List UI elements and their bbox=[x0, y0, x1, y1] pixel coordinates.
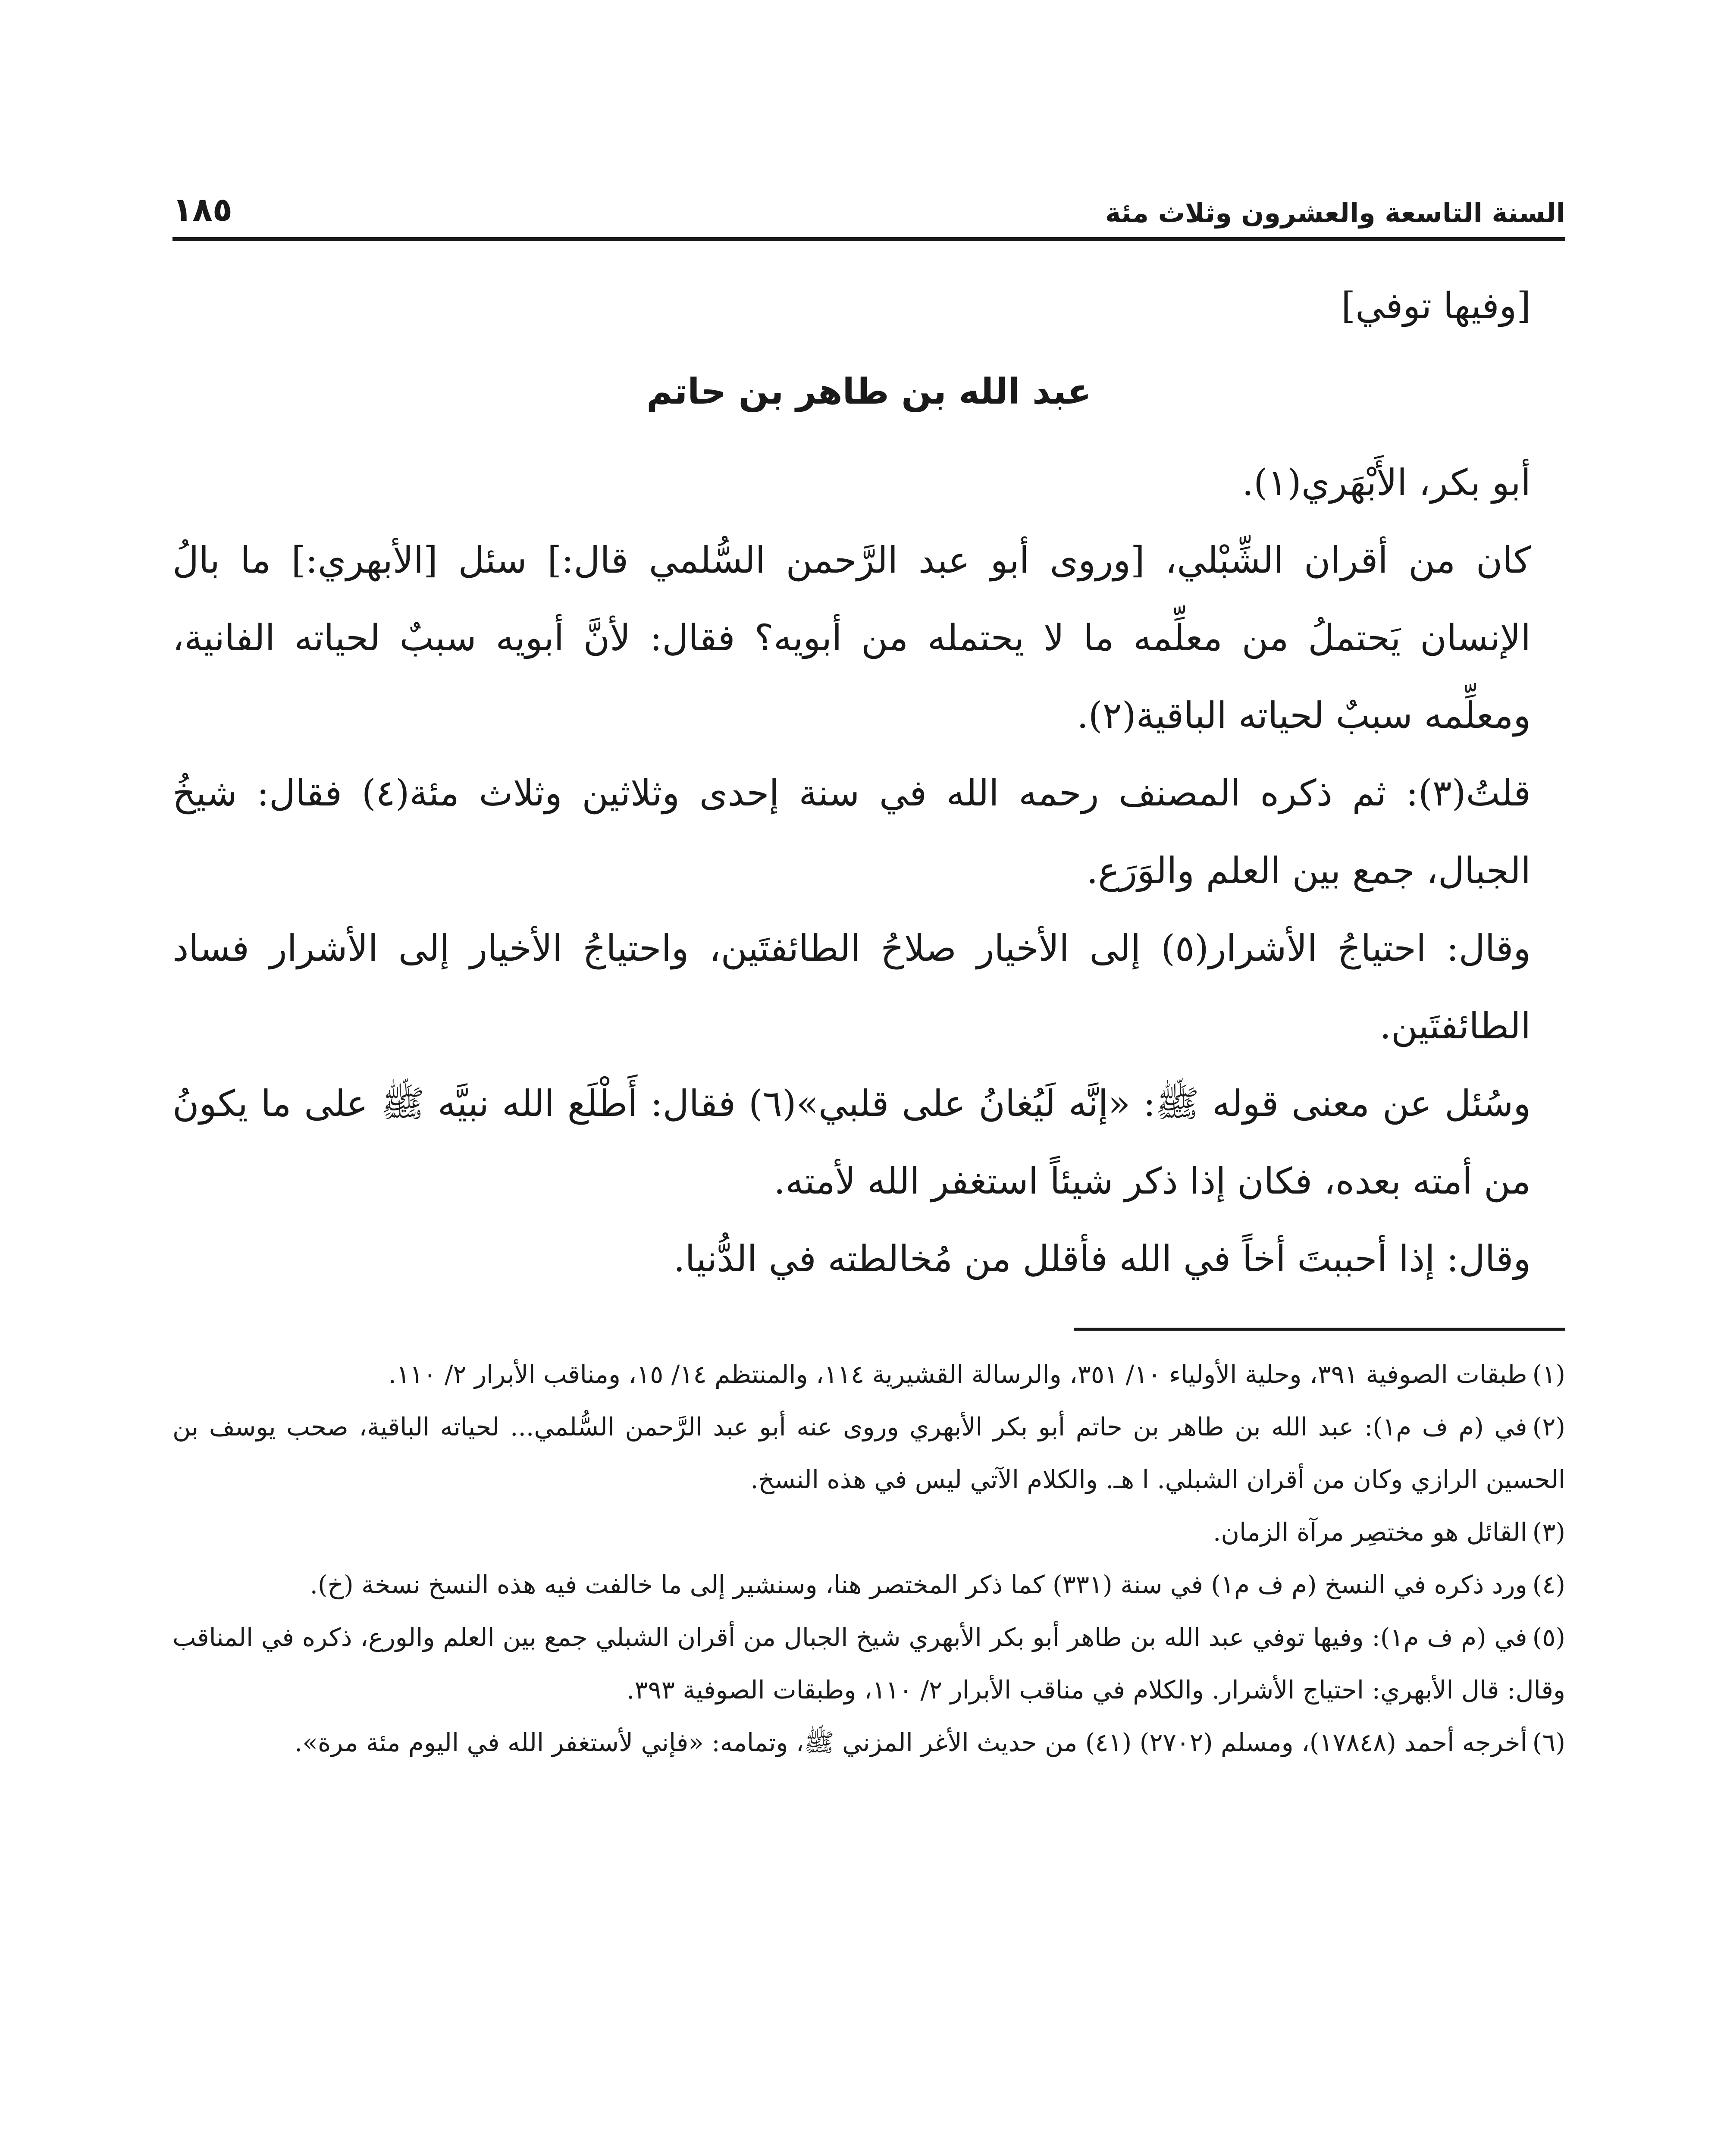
footnote bbox=[172, 1716, 1565, 1769]
footnote bbox=[172, 1401, 1565, 1506]
footnote bbox=[172, 1348, 1565, 1401]
footnote-text: في (م ف م١): عبد الله بن طاهر بن حاتم أبو بكر الأبهري وروى عنه أبو عبد الرَّحمن السُّلمي... لحياته الباقية، صحب يوسف بن الحسين الرازي وكان من أقران الشبلي. ا هـ. والكلام الآتي ليس في هذه النسخ. bbox=[172, 1412, 1565, 1494]
page-number: ١٨٥ bbox=[172, 190, 233, 229]
paragraph: قلتُ(٣): ثم ذكره المصنف رحمه الله في سنة إحدى وثلاثين وثلاث مئة(٤) فقال: شيخُ الجبال، جمع بين العلم والوَرَع. bbox=[172, 772, 1531, 892]
footnote-separator bbox=[1074, 1328, 1565, 1331]
main-text bbox=[172, 267, 1565, 1297]
footnote-number: (٣) bbox=[1532, 1517, 1565, 1547]
footnote-text: في (م ف م١): وفيها توفي عبد الله بن طاهر أبو بكر الأبهري شيخ الجبال من أقران الشبلي جمع بين العلم والورع، ذكره في المناقب وقال: قال الأبهري: احتياج الأشرار. والكلام في مناقب الأبرار ٢/ ١١٠، وطبقات الصوفية ٣٩٣. bbox=[172, 1623, 1565, 1705]
footnote-number: (٢) bbox=[1532, 1412, 1565, 1442]
footnote-number: (٥) bbox=[1532, 1623, 1565, 1652]
footnote bbox=[172, 1611, 1565, 1716]
footnote-number: (٤) bbox=[1532, 1570, 1565, 1599]
running-header bbox=[172, 164, 1565, 241]
paragraph: وقال: احتياجُ الأشرار(٥) إلى الأخيار صلاحُ الطائفتَين، واحتياجُ الأخيار إلى الأشرار فساد الطائفتَين. bbox=[172, 927, 1531, 1047]
footnotes bbox=[172, 1348, 1565, 1769]
footnote bbox=[172, 1506, 1565, 1558]
paragraph: وقال: إذا أحببتَ أخاً في الله فأقلل من مُخالطته في الدُّنيا. bbox=[673, 1238, 1531, 1280]
book-page bbox=[172, 164, 1565, 1769]
footnote-number: (٦) bbox=[1532, 1728, 1565, 1757]
footnote bbox=[172, 1558, 1565, 1611]
footnote-text: ورد ذكره في النسخ (م ف م١) في سنة (٣٣١) كما ذكر المختصر هنا، وسنشير إلى ما خالفت فيه هذه النسخ نسخة (خ). bbox=[310, 1570, 1527, 1599]
footnote-text: القائل هو مختصِر مرآة الزمان. bbox=[1213, 1517, 1527, 1547]
entry-kunya: أبو بكر، الأَبْهَري(١). bbox=[1242, 461, 1531, 504]
footnote-text: طبقات الصوفية ٣٩١، وحلية الأولياء ١٠/ ٣٥١، والرسالة القشيرية ١١٤، والمنتظم ١٤/ ١٥، ومناقب الأبرار ٢/ ١١٠. bbox=[388, 1360, 1527, 1389]
running-title: السنة التاسعة والعشرون وثلاث مئة bbox=[1105, 197, 1565, 229]
editorial-note: [وفيها توفي] bbox=[1341, 285, 1531, 327]
paragraph: وسُئل عن معنى قوله ﷺ: «إنَّه لَيُغانُ على قلبي»(٦) فقال: أَطْلَع الله نبيَّه ﷺ على ما يكونُ من أمته بعده، فكان إذا ذكر شيئاً استغفر الله لأمته. bbox=[172, 1082, 1531, 1202]
paragraph: كان من أقران الشِّبْلي، [وروى أبو عبد الرَّحمن السُّلمي قال:] سئل [الأبهري:] ما بالُ الإنسان يَحتملُ من معلِّمه ما لا يحتمله من أبويه؟ فقال: لأنَّ أبويه سببٌ لحياته الفانية، ومعلِّمه سببٌ لحياته الباقية(٢). bbox=[172, 539, 1531, 736]
entry-heading: عبد الله بن طاهر بن حاتم bbox=[646, 371, 1091, 412]
footnote-number: (١) bbox=[1532, 1360, 1565, 1389]
footnote-text: أخرجه أحمد (١٧٨٤٨)، ومسلم (٢٧٠٢) (٤١) من حديث الأغر المزني ﷺ، وتمامه: «فإني لأستغفر الله في اليوم مئة مرة». bbox=[295, 1728, 1527, 1757]
